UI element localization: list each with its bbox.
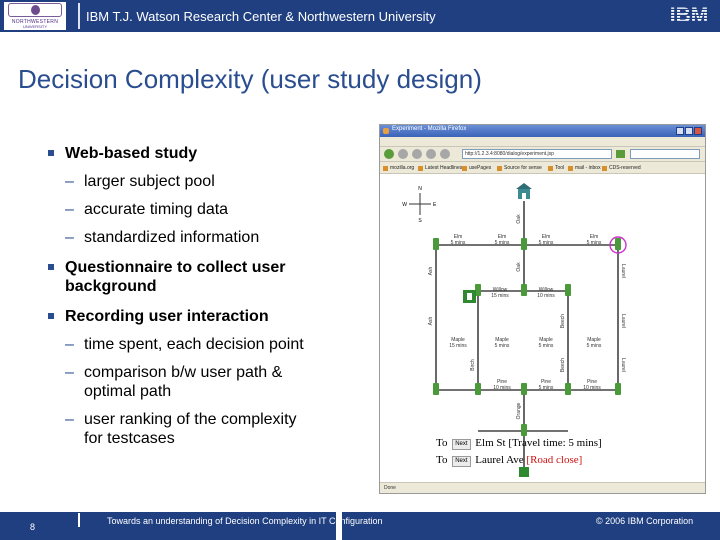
bookmark-item[interactable]: Latest Headlines [418, 163, 462, 173]
street-time: 5 mins [494, 343, 510, 349]
browser-window-title: Experiment - Mozilla Firefox [392, 126, 467, 132]
sub-bullet [46, 172, 366, 191]
route-line-2 [436, 454, 582, 467]
northwestern-seal-icon [8, 3, 62, 17]
route-street: Elm St [475, 437, 506, 449]
street-name: Maple [495, 337, 509, 343]
street-time: 5 mins [586, 240, 602, 246]
browser-screenshot [379, 124, 706, 494]
sub-bullet [46, 363, 366, 401]
traffic-light-icon [521, 383, 527, 395]
house-icon [516, 183, 532, 199]
street-name: Laurel [620, 264, 626, 278]
footer-title: Towards an understanding of Decision Complexity in IT Configuration [107, 516, 383, 526]
close-icon[interactable] [694, 127, 702, 135]
street-name: Elm [453, 234, 463, 240]
route-detail: [Road close] [526, 454, 583, 466]
browser-menu-bar [380, 137, 705, 147]
slide-title: Decision Complexity (user study design) [18, 64, 482, 94]
footer-top-line [0, 510, 720, 512]
logo-text-line2: UNIVERSITY [22, 24, 47, 29]
street-time: 5 mins [538, 385, 554, 391]
bullet-questionnaire [46, 258, 366, 296]
forward-icon[interactable] [398, 149, 408, 159]
firefox-icon [383, 128, 389, 134]
street-time: 10 mins [537, 293, 555, 299]
dash-icon: – [65, 229, 74, 246]
street-name: Orange [516, 402, 522, 420]
street-name: Elm [589, 234, 599, 240]
bullet-web-based-study [46, 144, 366, 163]
header-title: IBM T.J. Watson Research Center & Northwestern University [86, 9, 436, 24]
maximize-icon[interactable] [685, 127, 693, 135]
traffic-light-icon [475, 383, 481, 395]
ibm-logo-icon [664, 4, 714, 26]
footer-copyright: © 2006 IBM Corporation [596, 516, 694, 526]
street-name: Willow [492, 287, 508, 293]
go-icon[interactable] [616, 150, 625, 158]
dash-icon: – [65, 364, 74, 381]
compass-s: S [418, 218, 422, 224]
street-time: 5 mins [538, 343, 554, 349]
traffic-light-icon [521, 238, 527, 250]
street-name: Pine [496, 379, 508, 385]
northwestern-logo [4, 2, 66, 30]
street-name: Elm [541, 234, 551, 240]
bookmarks-toolbar [380, 162, 705, 174]
street-time: 5 mins [586, 343, 602, 349]
bullet-square-icon [48, 150, 54, 156]
sub-bullet-text: accurate timing data [84, 201, 229, 218]
sub-bullet [46, 410, 366, 448]
route-prefix: To [436, 437, 448, 449]
street-name: Oak [516, 262, 522, 272]
browser-title-bar [380, 125, 705, 137]
search-input[interactable] [630, 149, 700, 159]
bullet-list [46, 144, 366, 448]
street-name: Elm [497, 234, 507, 240]
bullet-square-icon [48, 313, 54, 319]
minimize-icon[interactable] [676, 127, 684, 135]
traffic-light-icon [565, 383, 571, 395]
street-name: Birch [470, 359, 476, 371]
street-time: 10 mins [493, 385, 511, 391]
compass-icon [402, 186, 437, 224]
street-name: Beech [560, 313, 566, 329]
back-icon[interactable] [384, 149, 394, 159]
route-street: Laurel Ave [475, 454, 524, 466]
bookmark-item[interactable]: usePages [462, 163, 491, 173]
sub-bullet-text: time spent, each decision point [84, 336, 304, 353]
street-time: 5 mins [538, 240, 554, 246]
bullet-recording-user-interaction [46, 307, 366, 326]
street-name: Maple [539, 337, 553, 343]
traffic-light-icon [433, 238, 439, 250]
street-name: Maple [587, 337, 601, 343]
traffic-light-icon [615, 238, 621, 250]
street-time: 15 mins [449, 343, 467, 349]
traffic-light-icon [565, 284, 571, 296]
bookmark-item[interactable]: Tool [548, 163, 564, 173]
traffic-light-icon [433, 383, 439, 395]
route-line-1 [436, 437, 602, 450]
page-number: 8 [30, 522, 36, 532]
reload-icon[interactable] [412, 149, 422, 159]
bullet-square-icon [48, 264, 54, 270]
street-name: Pine [540, 379, 552, 385]
bullet-text: Recording user interaction [65, 308, 269, 325]
sub-bullet-text-line: for testcases [84, 430, 175, 447]
dash-icon: – [65, 173, 74, 190]
traffic-light-icon [521, 424, 527, 436]
compass-e: E [433, 202, 437, 208]
dash-icon: – [65, 201, 74, 218]
street-name: Willow [538, 287, 554, 293]
compass-w: W [402, 202, 407, 208]
bookmark-item[interactable]: mail - inbox [568, 163, 601, 173]
browser-status-bar: Done [380, 482, 705, 493]
street-name: Laurel [620, 314, 626, 328]
street-name: Ash [428, 266, 434, 276]
street-name: Oak [516, 214, 522, 224]
dash-icon: – [65, 336, 74, 353]
bullet-text: Web-based study [65, 145, 198, 162]
header-divider [78, 3, 80, 29]
street-name: Pine [586, 379, 598, 385]
bookmark-item[interactable]: CDS-reserved [602, 163, 641, 173]
sub-bullet-text: standardized information [84, 229, 260, 246]
street-name: Ash [428, 316, 434, 326]
footer-divider [78, 513, 80, 527]
traffic-light-icon [615, 383, 621, 395]
street-time: 15 mins [491, 293, 509, 299]
sub-bullet-text-line: comparison b/w user path & [84, 364, 283, 381]
street-name: Maple [451, 337, 465, 343]
dash-icon: – [65, 411, 74, 428]
browser-page-content [380, 175, 705, 483]
route-detail: [Travel time: 5 mins] [508, 437, 602, 449]
exit-sign-icon [463, 290, 476, 303]
bullet-text-line: Questionnaire to collect user [65, 259, 286, 276]
sub-bullet [46, 200, 366, 219]
bullet-text-line: background [65, 278, 157, 295]
street-name: Laurel [620, 358, 626, 372]
stop-icon[interactable] [426, 149, 436, 159]
slide-header [0, 0, 720, 32]
sub-bullet-text: larger subject pool [84, 173, 215, 190]
street-time: 10 mins [583, 385, 601, 391]
street-name: Beech [560, 357, 566, 373]
sub-bullet [46, 335, 366, 354]
sub-bullet-text-line: user ranking of the complexity [84, 411, 297, 428]
next-button[interactable]: Next [452, 456, 470, 467]
browser-nav-toolbar [380, 147, 705, 162]
sub-bullet-text-line: optimal path [84, 383, 172, 400]
bookmark-item[interactable]: Source for sense [497, 163, 542, 173]
url-bar[interactable]: http://1.2.3.4:8080/dialog/experiment.jsp [462, 149, 612, 159]
next-button[interactable]: Next [452, 439, 470, 450]
bookmark-item[interactable]: mozilla.org [383, 163, 414, 173]
street-time: 5 mins [494, 240, 510, 246]
compass-n: N [418, 186, 422, 192]
home-icon[interactable] [440, 149, 450, 159]
traffic-light-icon [521, 284, 527, 296]
logo-text-line1: NORTHWESTERN [11, 19, 59, 25]
street-time: 5 mins [450, 240, 466, 246]
destination-icon [519, 467, 529, 477]
route-prefix: To [436, 454, 448, 466]
sub-bullet [46, 228, 366, 247]
